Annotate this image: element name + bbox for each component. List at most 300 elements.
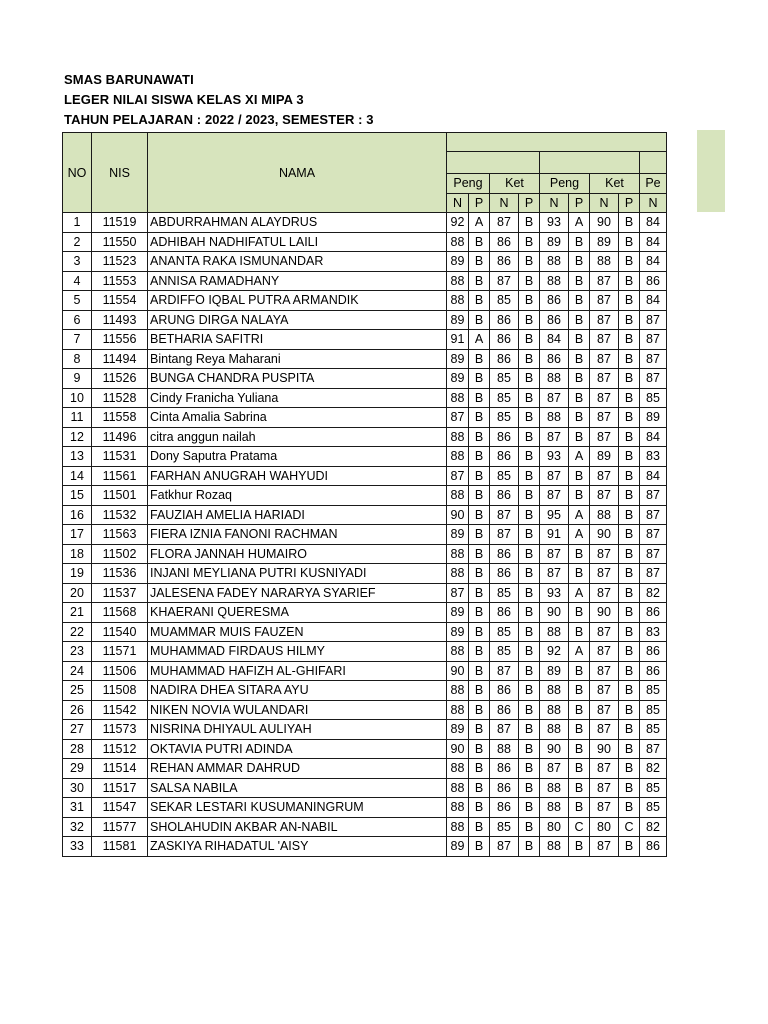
grade-predicate: B <box>619 622 640 642</box>
score-value: 87 <box>590 486 619 506</box>
grade-predicate: B <box>569 661 590 681</box>
score-value: 87 <box>540 466 569 486</box>
score-value: 86 <box>490 700 519 720</box>
grade-predicate: B <box>519 213 540 233</box>
score-value: 86 <box>640 837 667 857</box>
grade-predicate: B <box>569 388 590 408</box>
grade-predicate: B <box>469 252 490 272</box>
grade-predicate: B <box>569 798 590 818</box>
score-value: 88 <box>447 681 469 701</box>
student-nis: 11536 <box>92 564 148 584</box>
score-value: 88 <box>590 252 619 272</box>
student-name: Cinta Amalia Sabrina <box>148 408 447 428</box>
grade-predicate: B <box>619 310 640 330</box>
grade-predicate: B <box>469 447 490 467</box>
score-value: 90 <box>447 739 469 759</box>
grade-predicate: B <box>469 817 490 837</box>
score-value: 85 <box>490 466 519 486</box>
grade-predicate: B <box>619 369 640 389</box>
row-number: 27 <box>63 720 92 740</box>
student-nis: 11556 <box>92 330 148 350</box>
score-value: 84 <box>640 252 667 272</box>
score-value: 89 <box>447 603 469 623</box>
score-value: 87 <box>590 408 619 428</box>
score-value: 87 <box>590 427 619 447</box>
student-name: KHAERANI QUERESMA <box>148 603 447 623</box>
grade-predicate: B <box>519 271 540 291</box>
student-name: REHAN AMMAR DAHRUD <box>148 759 447 779</box>
grade-predicate: B <box>469 583 490 603</box>
student-nis: 11537 <box>92 583 148 603</box>
score-value: 87 <box>447 466 469 486</box>
grade-predicate: B <box>469 544 490 564</box>
score-value: 86 <box>640 271 667 291</box>
grade-predicate: B <box>569 720 590 740</box>
grade-predicate: B <box>469 408 490 428</box>
grade-predicate: B <box>569 408 590 428</box>
table-row <box>63 622 667 642</box>
row-number: 1 <box>63 213 92 233</box>
student-nis: 11532 <box>92 505 148 525</box>
score-value: 84 <box>640 466 667 486</box>
student-name: NADIRA DHEA SITARA AYU <box>148 681 447 701</box>
score-value: 83 <box>640 622 667 642</box>
student-nis: 11547 <box>92 798 148 818</box>
score-value: 87 <box>490 525 519 545</box>
table-row <box>63 661 667 681</box>
score-value: 88 <box>447 778 469 798</box>
grades-table <box>62 132 667 857</box>
grade-predicate: B <box>619 759 640 779</box>
table-row <box>63 798 667 818</box>
row-number: 15 <box>63 486 92 506</box>
grade-predicate: B <box>519 837 540 857</box>
grade-predicate: B <box>469 700 490 720</box>
grade-predicate: B <box>469 720 490 740</box>
score-value: 87 <box>590 778 619 798</box>
p-header: P <box>519 193 540 213</box>
score-value: 82 <box>640 817 667 837</box>
score-value: 87 <box>640 369 667 389</box>
score-value: 87 <box>590 330 619 350</box>
score-value: 87 <box>490 720 519 740</box>
score-value: 86 <box>540 291 569 311</box>
student-name: OKTAVIA PUTRI ADINDA <box>148 739 447 759</box>
grade-predicate: B <box>469 310 490 330</box>
grade-predicate: B <box>619 466 640 486</box>
table-row <box>63 720 667 740</box>
row-number: 21 <box>63 603 92 623</box>
table-row <box>63 505 667 525</box>
score-value: 86 <box>490 603 519 623</box>
student-nis: 11517 <box>92 778 148 798</box>
score-value: 85 <box>640 778 667 798</box>
grade-predicate: B <box>519 720 540 740</box>
grade-predicate: B <box>519 583 540 603</box>
score-value: 95 <box>540 505 569 525</box>
student-name: Cindy Franicha Yuliana <box>148 388 447 408</box>
row-number: 24 <box>63 661 92 681</box>
score-value: 88 <box>540 720 569 740</box>
score-value: 88 <box>447 291 469 311</box>
score-value: 89 <box>590 447 619 467</box>
score-value: 85 <box>640 388 667 408</box>
student-nis: 11542 <box>92 700 148 720</box>
grade-predicate: B <box>519 544 540 564</box>
score-value: 87 <box>540 388 569 408</box>
grade-predicate: B <box>469 564 490 584</box>
student-nis: 11508 <box>92 681 148 701</box>
row-number: 33 <box>63 837 92 857</box>
subject-2-ket: Ket <box>590 174 640 194</box>
subject-3-peng: Pe <box>640 174 667 194</box>
grade-predicate: B <box>469 271 490 291</box>
score-value: 93 <box>540 447 569 467</box>
score-value: 87 <box>590 720 619 740</box>
grade-predicate: B <box>569 622 590 642</box>
grade-predicate: B <box>469 349 490 369</box>
grade-predicate: B <box>519 817 540 837</box>
score-value: 88 <box>540 622 569 642</box>
document-title: LEGER NILAI SISWA KELAS XI MIPA 3 <box>64 92 304 107</box>
score-value: 88 <box>540 271 569 291</box>
table-row <box>63 642 667 662</box>
student-nis: 11531 <box>92 447 148 467</box>
grade-predicate: B <box>569 778 590 798</box>
grade-predicate: B <box>519 778 540 798</box>
row-number: 14 <box>63 466 92 486</box>
n-header: N <box>490 193 519 213</box>
school-name: SMAS BARUNAWATI <box>64 72 194 87</box>
grade-predicate: B <box>569 564 590 584</box>
score-value: 88 <box>447 427 469 447</box>
row-number: 22 <box>63 622 92 642</box>
score-value: 85 <box>640 720 667 740</box>
grade-predicate: B <box>519 349 540 369</box>
table-row <box>63 388 667 408</box>
score-value: 88 <box>540 369 569 389</box>
score-value: 83 <box>640 447 667 467</box>
student-nis: 11528 <box>92 388 148 408</box>
score-value: 88 <box>447 447 469 467</box>
score-value: 87 <box>640 525 667 545</box>
score-value: 85 <box>640 681 667 701</box>
grade-predicate: B <box>619 408 640 428</box>
score-value: 87 <box>640 739 667 759</box>
grade-predicate: B <box>569 330 590 350</box>
score-value: 86 <box>490 681 519 701</box>
row-number: 23 <box>63 642 92 662</box>
score-value: 92 <box>447 213 469 233</box>
score-value: 86 <box>640 642 667 662</box>
row-number: 20 <box>63 583 92 603</box>
score-value: 87 <box>590 271 619 291</box>
grade-predicate: B <box>519 525 540 545</box>
score-value: 85 <box>490 642 519 662</box>
table-row <box>63 330 667 350</box>
p-header: P <box>619 193 640 213</box>
student-name: Fatkhur Rozaq <box>148 486 447 506</box>
score-value: 87 <box>540 564 569 584</box>
header-extension <box>697 130 725 212</box>
score-value: 89 <box>540 661 569 681</box>
score-value: 92 <box>540 642 569 662</box>
student-nis: 11553 <box>92 271 148 291</box>
score-value: 87 <box>640 310 667 330</box>
row-number: 6 <box>63 310 92 330</box>
row-number: 10 <box>63 388 92 408</box>
score-value: 89 <box>447 310 469 330</box>
grade-predicate: B <box>469 642 490 662</box>
grade-predicate: B <box>619 388 640 408</box>
score-value: 90 <box>447 505 469 525</box>
table-row <box>63 349 667 369</box>
grade-predicate: B <box>519 388 540 408</box>
score-value: 86 <box>490 564 519 584</box>
grade-predicate: B <box>469 466 490 486</box>
grade-predicate: B <box>619 720 640 740</box>
table-row <box>63 837 667 857</box>
grade-predicate: B <box>619 232 640 252</box>
score-value: 88 <box>540 681 569 701</box>
row-number: 13 <box>63 447 92 467</box>
score-value: 87 <box>590 837 619 857</box>
grade-predicate: B <box>619 271 640 291</box>
score-value: 89 <box>447 720 469 740</box>
grade-predicate: B <box>619 291 640 311</box>
score-value: 87 <box>590 564 619 584</box>
score-value: 87 <box>590 798 619 818</box>
score-value: 87 <box>640 486 667 506</box>
row-number: 28 <box>63 739 92 759</box>
row-number: 8 <box>63 349 92 369</box>
n-header: N <box>447 193 469 213</box>
grade-predicate: C <box>619 817 640 837</box>
score-value: 86 <box>540 349 569 369</box>
table-row <box>63 564 667 584</box>
grade-predicate: B <box>469 369 490 389</box>
grade-predicate: A <box>569 213 590 233</box>
score-value: 88 <box>540 408 569 428</box>
score-value: 84 <box>540 330 569 350</box>
score-value: 87 <box>540 486 569 506</box>
student-nis: 11506 <box>92 661 148 681</box>
student-name: FIERA IZNIA FANONI RACHMAN <box>148 525 447 545</box>
score-value: 89 <box>447 622 469 642</box>
score-value: 85 <box>490 369 519 389</box>
score-value: 86 <box>490 798 519 818</box>
grade-predicate: B <box>519 310 540 330</box>
grade-predicate: A <box>469 213 490 233</box>
subject-1-ket: Ket <box>490 174 540 194</box>
academic-year: TAHUN PELAJARAN : 2022 / 2023, SEMESTER : 3 <box>64 112 374 127</box>
grade-predicate: B <box>619 837 640 857</box>
student-nis: 11526 <box>92 369 148 389</box>
grade-predicate: B <box>469 661 490 681</box>
score-value: 89 <box>540 232 569 252</box>
grade-predicate: A <box>569 642 590 662</box>
n-header: N <box>640 193 667 213</box>
student-nis: 11502 <box>92 544 148 564</box>
grade-predicate: B <box>519 759 540 779</box>
table-row <box>63 271 667 291</box>
student-nis: 11554 <box>92 291 148 311</box>
grade-predicate: B <box>619 798 640 818</box>
score-value: 88 <box>540 837 569 857</box>
score-value: 87 <box>540 759 569 779</box>
n-header: N <box>590 193 619 213</box>
grade-predicate: B <box>569 466 590 486</box>
score-value: 86 <box>640 661 667 681</box>
grade-predicate: B <box>569 291 590 311</box>
table-row <box>63 583 667 603</box>
student-nis: 11550 <box>92 232 148 252</box>
grade-predicate: B <box>619 525 640 545</box>
grade-predicate: A <box>569 505 590 525</box>
grade-predicate: A <box>569 525 590 545</box>
score-value: 85 <box>640 798 667 818</box>
score-value: 88 <box>540 700 569 720</box>
grade-predicate: B <box>519 427 540 447</box>
score-value: 87 <box>590 466 619 486</box>
student-name: FAUZIAH AMELIA HARIADI <box>148 505 447 525</box>
grade-predicate: B <box>469 778 490 798</box>
grade-predicate: B <box>569 837 590 857</box>
student-name: MUAMMAR MUIS FAUZEN <box>148 622 447 642</box>
row-number: 11 <box>63 408 92 428</box>
score-value: 87 <box>590 700 619 720</box>
grade-predicate: B <box>519 447 540 467</box>
score-value: 87 <box>590 661 619 681</box>
score-value: 87 <box>590 349 619 369</box>
row-number: 29 <box>63 759 92 779</box>
score-value: 86 <box>490 232 519 252</box>
n-header: N <box>540 193 569 213</box>
score-value: 87 <box>490 505 519 525</box>
grade-predicate: B <box>519 739 540 759</box>
grade-predicate: B <box>619 681 640 701</box>
score-value: 87 <box>590 681 619 701</box>
table-row <box>63 778 667 798</box>
score-value: 90 <box>590 525 619 545</box>
table-row <box>63 700 667 720</box>
score-value: 86 <box>490 330 519 350</box>
grade-predicate: B <box>519 681 540 701</box>
student-name: SEKAR LESTARI KUSUMANINGRUM <box>148 798 447 818</box>
table-row <box>63 232 667 252</box>
score-value: 80 <box>540 817 569 837</box>
subject-2-peng: Peng <box>540 174 590 194</box>
score-value: 87 <box>540 544 569 564</box>
score-value: 90 <box>540 603 569 623</box>
row-number: 18 <box>63 544 92 564</box>
row-number: 19 <box>63 564 92 584</box>
student-nis: 11573 <box>92 720 148 740</box>
score-value: 87 <box>640 349 667 369</box>
score-value: 87 <box>590 369 619 389</box>
table-row <box>63 525 667 545</box>
score-value: 86 <box>490 759 519 779</box>
p-header: P <box>569 193 590 213</box>
score-value: 85 <box>490 388 519 408</box>
grade-predicate: B <box>619 447 640 467</box>
grade-predicate: B <box>469 427 490 447</box>
grade-predicate: B <box>519 232 540 252</box>
score-value: 87 <box>447 583 469 603</box>
score-value: 93 <box>540 583 569 603</box>
score-value: 87 <box>590 388 619 408</box>
score-value: 88 <box>447 388 469 408</box>
grade-predicate: B <box>469 505 490 525</box>
col-nama: NAMA <box>148 133 447 213</box>
student-nis: 11561 <box>92 466 148 486</box>
score-value: 82 <box>640 583 667 603</box>
grade-predicate: B <box>619 252 640 272</box>
grade-predicate: B <box>469 739 490 759</box>
grade-predicate: B <box>569 232 590 252</box>
student-name: ZASKIYA RIHADATUL 'AISY <box>148 837 447 857</box>
score-value: 86 <box>490 544 519 564</box>
grade-predicate: B <box>519 369 540 389</box>
col-no: NO <box>63 133 92 213</box>
grade-predicate: C <box>569 817 590 837</box>
grade-predicate: B <box>569 369 590 389</box>
table-row <box>63 544 667 564</box>
grade-predicate: B <box>569 759 590 779</box>
score-value: 90 <box>540 739 569 759</box>
grade-predicate: B <box>569 310 590 330</box>
student-nis: 11519 <box>92 213 148 233</box>
score-value: 88 <box>447 759 469 779</box>
grade-predicate: B <box>519 700 540 720</box>
grade-predicate: B <box>619 505 640 525</box>
grade-predicate: B <box>519 603 540 623</box>
student-name: citra anggun nailah <box>148 427 447 447</box>
student-name: BUNGA CHANDRA PUSPITA <box>148 369 447 389</box>
grade-predicate: B <box>569 252 590 272</box>
table-row <box>63 603 667 623</box>
grade-predicate: B <box>619 330 640 350</box>
grade-predicate: B <box>519 564 540 584</box>
score-value: 86 <box>640 603 667 623</box>
table-row <box>63 369 667 389</box>
grade-predicate: B <box>619 427 640 447</box>
grade-predicate: B <box>619 564 640 584</box>
score-value: 87 <box>590 544 619 564</box>
row-number: 4 <box>63 271 92 291</box>
row-number: 2 <box>63 232 92 252</box>
grade-predicate: B <box>619 739 640 759</box>
score-value: 86 <box>490 349 519 369</box>
score-value: 84 <box>640 213 667 233</box>
score-value: 85 <box>640 700 667 720</box>
student-name: FARHAN ANUGRAH WAHYUDI <box>148 466 447 486</box>
grade-predicate: B <box>469 388 490 408</box>
score-value: 88 <box>447 700 469 720</box>
grade-predicate: B <box>619 544 640 564</box>
student-name: ARUNG DIRGA NALAYA <box>148 310 447 330</box>
score-value: 90 <box>590 739 619 759</box>
score-value: 88 <box>540 252 569 272</box>
score-value: 86 <box>490 486 519 506</box>
score-value: 84 <box>640 427 667 447</box>
student-nis: 11514 <box>92 759 148 779</box>
score-value: 87 <box>590 291 619 311</box>
score-value: 88 <box>447 232 469 252</box>
student-nis: 11501 <box>92 486 148 506</box>
student-nis: 11494 <box>92 349 148 369</box>
score-value: 85 <box>490 583 519 603</box>
